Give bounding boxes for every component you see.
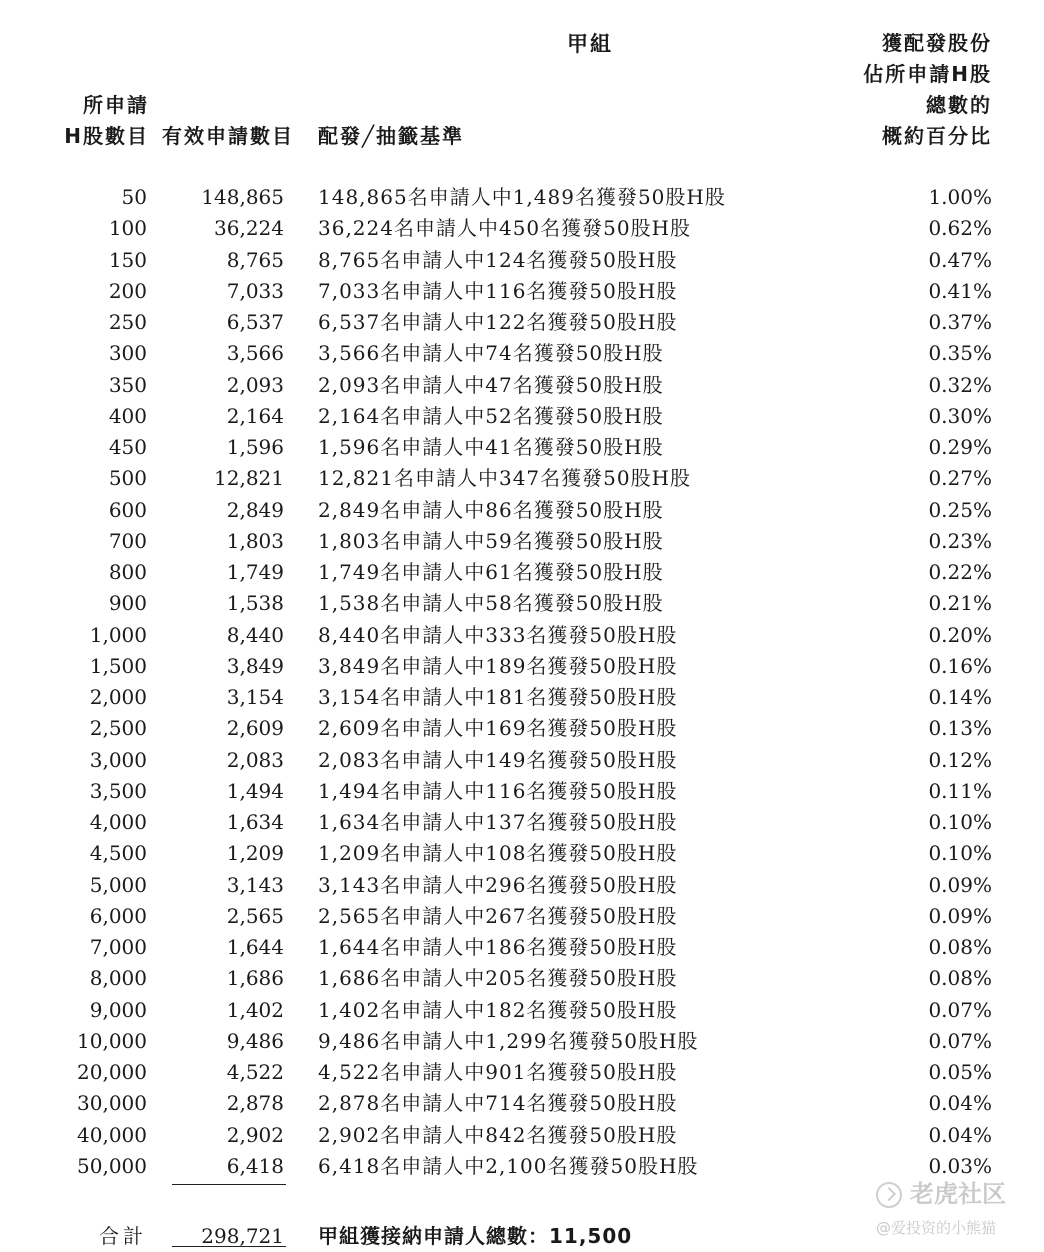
watermark-brand-line <box>876 1174 1036 1209</box>
cell-allocation-basis: 1,644名申請人中186名獲發50股H股 <box>318 935 678 959</box>
cell-valid-applications: 2,083 <box>226 747 284 772</box>
table-row <box>0 901 1044 932</box>
table-row <box>0 526 1044 557</box>
cell-valid-applications: 2,609 <box>226 716 284 741</box>
cell-approx-percentage: 0.03% <box>928 1153 992 1178</box>
total-accepted-applicants: 甲組獲接納申請人總數：11,500 <box>318 1224 633 1248</box>
cell-valid-applications: 1,596 <box>226 435 284 459</box>
table-row <box>0 838 1044 869</box>
cell-shares-applied: 40,000 <box>77 1122 147 1147</box>
cell-allocation-basis: 2,609名申請人中169名獲發50股H股 <box>318 716 678 741</box>
cell-approx-percentage: 0.47% <box>928 247 992 272</box>
table-row <box>0 713 1044 744</box>
cell-approx-percentage: 0.20% <box>928 622 992 647</box>
table-row <box>0 245 1044 276</box>
watermark <box>876 1174 1036 1238</box>
cell-allocation-basis: 2,878名申請人中714名獲發50股H股 <box>318 1091 678 1116</box>
cell-allocation-basis: 1,686名申請人中205名獲發50股H股 <box>318 966 678 991</box>
cell-approx-percentage: 0.09% <box>928 903 992 928</box>
header-shares-applied <box>64 90 149 152</box>
cell-approx-percentage: 1.00% <box>928 185 992 209</box>
cell-shares-applied: 20,000 <box>77 1060 147 1084</box>
table-row <box>0 1026 1044 1057</box>
cell-allocation-basis: 1,803名申請人中59名獲發50股H股 <box>318 528 664 553</box>
cell-valid-applications: 1,494 <box>226 778 284 803</box>
cell-allocation-basis: 1,596名申請人中41名獲發50股H股 <box>318 435 664 459</box>
allocation-table <box>0 182 1044 1182</box>
cell-allocation-basis: 148,865名申請人中1,489名獲發50股H股 <box>318 185 726 209</box>
cell-shares-applied: 1,000 <box>89 622 147 647</box>
header-pct-line4: 概約百分比 <box>882 124 992 148</box>
cell-allocation-basis: 6,537名申請人中122名獲發50股H股 <box>318 310 678 334</box>
cell-shares-applied: 500 <box>108 466 147 491</box>
cell-valid-applications: 36,224 <box>214 216 284 241</box>
table-row <box>0 1088 1044 1119</box>
header-pct-line2: 佔所申請H股 <box>863 62 992 86</box>
cell-valid-applications: 3,143 <box>226 872 284 897</box>
cell-valid-applications: 2,093 <box>226 372 284 397</box>
cell-valid-applications: 6,418 <box>226 1153 284 1178</box>
table-row <box>0 620 1044 651</box>
header-approx-percentage <box>863 28 992 152</box>
cell-shares-applied: 50,000 <box>77 1153 147 1178</box>
cell-valid-applications: 4,522 <box>226 1060 284 1084</box>
cell-approx-percentage: 0.04% <box>928 1091 992 1116</box>
sum-rule-bottom <box>172 1246 286 1247</box>
cell-allocation-basis: 2,083名申請人中149名獲發50股H股 <box>318 747 678 772</box>
cell-valid-applications: 2,164 <box>226 403 284 428</box>
cell-approx-percentage: 0.08% <box>928 935 992 959</box>
cell-approx-percentage: 0.13% <box>928 716 992 741</box>
cell-shares-applied: 350 <box>108 372 147 397</box>
cell-valid-applications: 9,486 <box>226 1028 284 1053</box>
cell-allocation-basis: 1,538名申請人中58名獲發50股H股 <box>318 591 664 616</box>
cell-allocation-basis: 2,565名申請人中267名獲發50股H股 <box>318 903 678 928</box>
cell-approx-percentage: 0.23% <box>928 528 992 553</box>
header-valid-apps-label: 有效申請數目 <box>162 124 294 148</box>
sum-rule-top <box>172 1184 286 1185</box>
cell-shares-applied: 6,000 <box>89 903 147 928</box>
cell-approx-percentage: 0.04% <box>928 1122 992 1147</box>
cell-valid-applications: 2,565 <box>226 903 284 928</box>
cell-allocation-basis: 3,143名申請人中296名獲發50股H股 <box>318 872 678 897</box>
table-row <box>0 682 1044 713</box>
header-pct-line3: 總數的 <box>926 93 992 117</box>
cell-shares-applied: 4,000 <box>89 810 147 834</box>
cell-shares-applied: 8,000 <box>89 966 147 991</box>
cell-allocation-basis: 1,749名申請人中61名獲發50股H股 <box>318 560 664 584</box>
tiger-logo-icon <box>876 1182 902 1208</box>
total-value: 298,721 <box>201 1224 284 1248</box>
cell-allocation-basis: 3,849名申請人中189名獲發50股H股 <box>318 653 678 678</box>
cell-approx-percentage: 0.21% <box>928 591 992 616</box>
cell-shares-applied: 800 <box>108 560 147 584</box>
header-basis-label: 配發╱抽籤基準 <box>318 124 465 148</box>
table-row <box>0 588 1044 619</box>
header-pct-line1: 獲配發股份 <box>882 31 992 55</box>
table-row <box>0 932 1044 963</box>
cell-shares-applied: 250 <box>108 310 147 334</box>
cell-allocation-basis: 1,494名申請人中116名獲發50股H股 <box>318 778 678 803</box>
cell-shares-applied: 150 <box>108 247 147 272</box>
cell-valid-applications: 1,538 <box>226 591 284 616</box>
cell-allocation-basis: 2,902名申請人中842名獲發50股H股 <box>318 1122 678 1147</box>
cell-valid-applications: 3,566 <box>226 341 284 366</box>
cell-approx-percentage: 0.16% <box>928 653 992 678</box>
cell-approx-percentage: 0.30% <box>928 403 992 428</box>
table-row <box>0 963 1044 994</box>
cell-shares-applied: 1,500 <box>89 653 147 678</box>
cell-approx-percentage: 0.25% <box>928 497 992 522</box>
cell-approx-percentage: 0.07% <box>928 1028 992 1053</box>
header-allocation-basis <box>318 121 464 152</box>
cell-approx-percentage: 0.09% <box>928 872 992 897</box>
cell-shares-applied: 300 <box>108 341 147 366</box>
header-shares-line1: 所申請 <box>83 93 149 117</box>
cell-approx-percentage: 0.27% <box>928 466 992 491</box>
table-row <box>0 807 1044 838</box>
cell-shares-applied: 3,500 <box>89 778 147 803</box>
cell-allocation-basis: 3,566名申請人中74名獲發50股H股 <box>318 341 664 366</box>
cell-valid-applications: 3,849 <box>226 653 284 678</box>
cell-approx-percentage: 0.41% <box>928 278 992 303</box>
table-row <box>0 213 1044 244</box>
cell-valid-applications: 1,749 <box>226 560 284 584</box>
cell-allocation-basis: 8,440名申請人中333名獲發50股H股 <box>318 622 678 647</box>
cell-valid-applications: 1,209 <box>226 841 284 866</box>
cell-shares-applied: 900 <box>108 591 147 616</box>
cell-shares-applied: 600 <box>108 497 147 522</box>
cell-valid-applications: 3,154 <box>226 685 284 709</box>
cell-approx-percentage: 0.22% <box>928 560 992 584</box>
cell-valid-applications: 8,765 <box>226 247 284 272</box>
table-row <box>0 276 1044 307</box>
cell-shares-applied: 2,000 <box>89 685 147 709</box>
cell-shares-applied: 5,000 <box>89 872 147 897</box>
cell-allocation-basis: 1,209名申請人中108名獲發50股H股 <box>318 841 678 866</box>
cell-valid-applications: 1,644 <box>226 935 284 959</box>
cell-approx-percentage: 0.07% <box>928 997 992 1022</box>
cell-approx-percentage: 0.29% <box>928 435 992 459</box>
cell-valid-applications: 1,803 <box>226 528 284 553</box>
cell-approx-percentage: 0.05% <box>928 1060 992 1084</box>
cell-shares-applied: 9,000 <box>89 997 147 1022</box>
table-row <box>0 307 1044 338</box>
cell-allocation-basis: 2,849名申請人中86名獲發50股H股 <box>318 497 664 522</box>
cell-allocation-basis: 1,634名申請人中137名獲發50股H股 <box>318 810 678 834</box>
cell-allocation-basis: 12,821名申請人中347名獲發50股H股 <box>318 466 692 491</box>
cell-approx-percentage: 0.35% <box>928 341 992 366</box>
table-row <box>0 995 1044 1026</box>
cell-allocation-basis: 2,093名申請人中47名獲發50股H股 <box>318 372 664 397</box>
cell-allocation-basis: 7,033名申請人中116名獲發50股H股 <box>318 278 678 303</box>
table-row <box>0 1057 1044 1088</box>
cell-shares-applied: 10,000 <box>77 1028 147 1053</box>
cell-approx-percentage: 0.14% <box>928 685 992 709</box>
watermark-author: @爱投资的小熊猫 <box>876 1219 997 1237</box>
cell-shares-applied: 100 <box>108 216 147 241</box>
table-row <box>0 1120 1044 1151</box>
table-row <box>0 401 1044 432</box>
cell-approx-percentage: 0.37% <box>928 310 992 334</box>
cell-shares-applied: 7,000 <box>89 935 147 959</box>
total-label: 合計 <box>99 1224 147 1248</box>
cell-approx-percentage: 0.08% <box>928 966 992 991</box>
cell-allocation-basis: 2,164名申請人中52名獲發50股H股 <box>318 403 664 428</box>
table-row <box>0 745 1044 776</box>
cell-shares-applied: 50 <box>121 185 147 209</box>
table-row <box>0 182 1044 213</box>
cell-shares-applied: 450 <box>108 435 147 459</box>
cell-allocation-basis: 4,522名申請人中901名獲發50股H股 <box>318 1060 678 1084</box>
cell-shares-applied: 2,500 <box>89 716 147 741</box>
cell-valid-applications: 12,821 <box>214 466 284 491</box>
watermark-brand: 老虎社区 <box>910 1180 1006 1208</box>
group-title: 甲組 <box>567 32 613 56</box>
cell-valid-applications: 2,878 <box>226 1091 284 1116</box>
cell-valid-applications: 148,865 <box>201 185 284 209</box>
table-row <box>0 557 1044 588</box>
cell-shares-applied: 30,000 <box>77 1091 147 1116</box>
table-row <box>0 776 1044 807</box>
cell-valid-applications: 2,902 <box>226 1122 284 1147</box>
cell-valid-applications: 1,634 <box>226 810 284 834</box>
cell-valid-applications: 1,686 <box>226 966 284 991</box>
table-row <box>0 338 1044 369</box>
header-valid-applications <box>162 121 294 152</box>
header-shares-line2: H股數目 <box>64 124 149 148</box>
cell-approx-percentage: 0.11% <box>928 778 992 803</box>
table-row <box>0 370 1044 401</box>
table-row <box>0 432 1044 463</box>
cell-allocation-basis: 9,486名申請人中1,299名獲發50股H股 <box>318 1028 699 1053</box>
cell-shares-applied: 400 <box>108 403 147 428</box>
cell-allocation-basis: 36,224名申請人中450名獲發50股H股 <box>318 216 692 241</box>
cell-valid-applications: 7,033 <box>226 278 284 303</box>
cell-allocation-basis: 1,402名申請人中182名獲發50股H股 <box>318 997 678 1022</box>
cell-shares-applied: 700 <box>108 528 147 553</box>
cell-approx-percentage: 0.10% <box>928 841 992 866</box>
cell-approx-percentage: 0.12% <box>928 747 992 772</box>
cell-approx-percentage: 0.10% <box>928 810 992 834</box>
cell-allocation-basis: 6,418名申請人中2,100名獲發50股H股 <box>318 1153 699 1178</box>
cell-shares-applied: 4,500 <box>89 841 147 866</box>
cell-valid-applications: 2,849 <box>226 497 284 522</box>
table-row <box>0 463 1044 494</box>
cell-valid-applications: 1,402 <box>226 997 284 1022</box>
table-row <box>0 495 1044 526</box>
table-row <box>0 651 1044 682</box>
cell-valid-applications: 6,537 <box>226 310 284 334</box>
cell-allocation-basis: 8,765名申請人中124名獲發50股H股 <box>318 247 678 272</box>
cell-approx-percentage: 0.32% <box>928 372 992 397</box>
cell-approx-percentage: 0.62% <box>928 216 992 241</box>
cell-allocation-basis: 3,154名申請人中181名獲發50股H股 <box>318 685 678 709</box>
table-row <box>0 870 1044 901</box>
cell-shares-applied: 200 <box>108 278 147 303</box>
cell-valid-applications: 8,440 <box>226 622 284 647</box>
cell-shares-applied: 3,000 <box>89 747 147 772</box>
